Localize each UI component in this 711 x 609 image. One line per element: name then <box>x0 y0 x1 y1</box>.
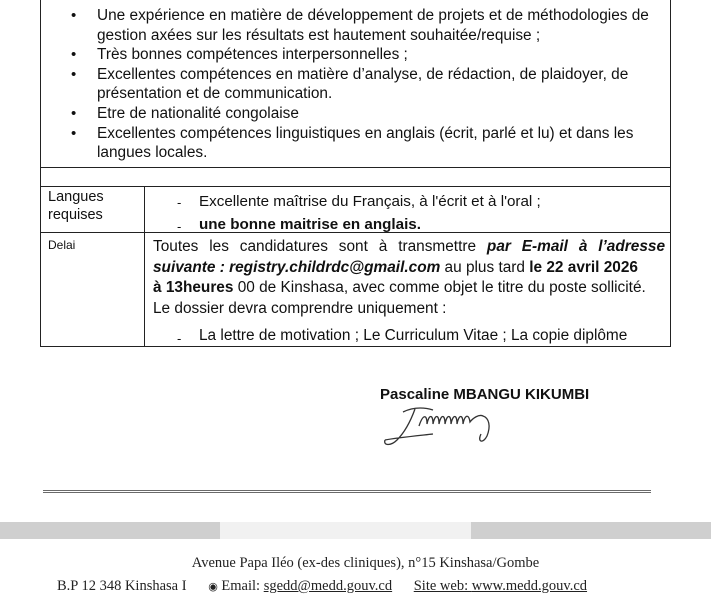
footer-separator <box>43 490 651 497</box>
footer-bullet-icon: ◉ <box>208 581 218 593</box>
delai-text <box>153 237 665 319</box>
email-address: registry.childrdc@gmail.com <box>229 258 441 276</box>
delai-line: Le dossier devra comprendre uniquement : <box>153 299 447 317</box>
table-border-left <box>40 0 41 347</box>
list-item: • Excellentes compétences linguistiques en anglais (écrit, parlé et lu) et dans les langues locales. <box>56 124 666 163</box>
list-item: • Très bonnes compétences interpersonnelles ; <box>56 45 666 65</box>
dash-bullet: - <box>177 219 182 234</box>
footer-address: Avenue Papa Iléo (ex-des cliniques), n°15 Kinshasa/Gombe <box>191 555 540 571</box>
list-item: • Etre de nationalité congolaise <box>56 104 666 124</box>
footer-bp: B.P 12 348 Kinshasa I <box>57 578 187 594</box>
footer-site-link[interactable]: www.medd.gouv.cd <box>471 578 588 594</box>
footer-contact: B.P 12 348 Kinshasa I ◉ Email: sgedd@medd.gouv.cd Site web: www.medd.gouv.cd <box>57 578 588 594</box>
delai-label: Delai <box>48 238 76 252</box>
table-row-divider <box>40 167 671 168</box>
delai-line: suivante : registry.childrdc@gmail.com au plus tard le 22 avril 2026 <box>153 258 638 276</box>
table-column-divider <box>144 186 145 347</box>
dash-bullet: - <box>177 331 182 346</box>
dossier-item: La lettre de motivation ; Le Curriculum Vitae ; La copie diplôme <box>199 327 628 344</box>
footer-email-link[interactable]: sgedd@medd.gouv.cd <box>263 578 393 594</box>
table-border-right <box>670 0 671 347</box>
delai-line: à 13heures 00 de Kinshasa, avec comme objet le titre du poste sollicité. <box>153 279 646 296</box>
delai-line: Toutes les candidatures sont à transmettre par E-mail à l’adresse <box>153 238 665 255</box>
list-item: • Une expérience en matière de développement de projets et de méthodologies de gestion axées sur les résultats est hautement souhaitée/requise ; <box>56 6 666 45</box>
langues-label: Langues requises <box>48 189 104 223</box>
footer-band <box>471 522 711 539</box>
langue-item-francais: Excellente maîtrise du Français, à l'écrit et à l'oral ; <box>199 193 541 210</box>
list-item: • Excellentes compétences en matière d’analyse, de rédaction, de plaidoyer, de présentation et de communication. <box>56 65 666 104</box>
table-border-bottom <box>40 346 671 347</box>
footer-band <box>0 522 220 539</box>
table-row-divider <box>40 186 671 187</box>
footer-band <box>220 522 471 539</box>
competences-list <box>56 6 666 163</box>
langue-item-anglais: une bonne maitrise en anglais. <box>199 216 421 233</box>
handwritten-signature <box>375 400 515 450</box>
dash-bullet: - <box>177 195 182 210</box>
signer-name: Pascaline MBANGU KIKUMBI <box>380 386 590 403</box>
deadline-date: le 22 avril 2026 <box>529 258 638 276</box>
